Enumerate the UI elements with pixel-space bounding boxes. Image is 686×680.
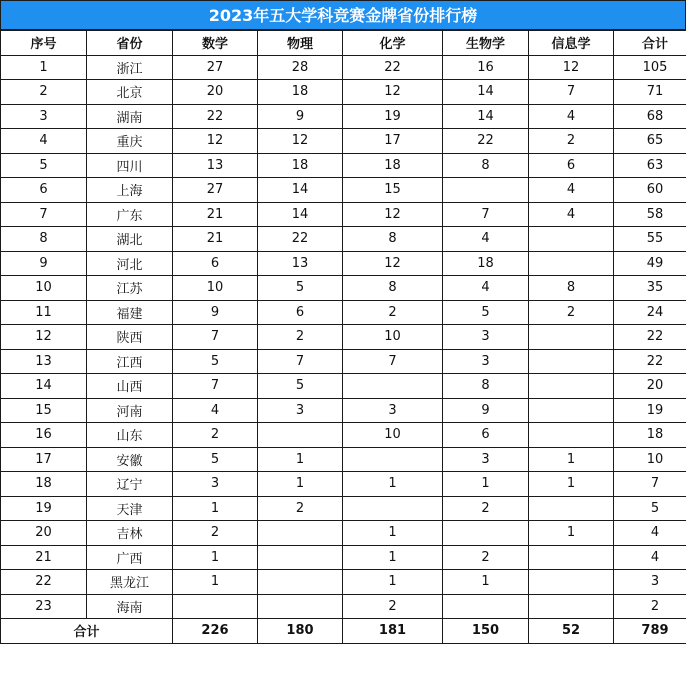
total-cell[interactable]: 226 <box>173 619 258 644</box>
table-cell[interactable]: 4 <box>173 398 258 423</box>
table-cell[interactable]: 13 <box>173 153 258 178</box>
table-cell[interactable]: 18 <box>614 423 686 448</box>
table-cell[interactable]: 18 <box>343 153 443 178</box>
table-cell[interactable] <box>529 325 614 350</box>
table-cell[interactable]: 浙江 <box>87 55 173 80</box>
table-cell[interactable]: 4 <box>443 227 529 252</box>
table-cell[interactable]: 22 <box>614 349 686 374</box>
table-cell[interactable]: 5 <box>614 496 686 521</box>
table-cell[interactable]: 1 <box>529 521 614 546</box>
table-cell[interactable] <box>443 594 529 619</box>
table-cell[interactable]: 21 <box>1 545 87 570</box>
table-cell[interactable]: 19 <box>343 104 443 129</box>
total-cell[interactable]: 181 <box>343 619 443 644</box>
table-cell[interactable]: 4 <box>614 545 686 570</box>
table-cell[interactable]: 22 <box>1 570 87 595</box>
table-row <box>1 202 686 227</box>
table-cell[interactable] <box>529 570 614 595</box>
table-cell[interactable] <box>443 178 529 203</box>
table-cell[interactable]: 河北 <box>87 251 173 276</box>
column-header[interactable]: 物理 <box>258 31 343 56</box>
table-row <box>1 276 686 301</box>
table-cell[interactable]: 3 <box>258 398 343 423</box>
table-cell[interactable] <box>173 594 258 619</box>
table-cell[interactable] <box>258 594 343 619</box>
table-cell[interactable]: 10 <box>173 276 258 301</box>
table-cell[interactable]: 福建 <box>87 300 173 325</box>
table-cell[interactable]: 18 <box>443 251 529 276</box>
table-cell[interactable]: 21 <box>173 202 258 227</box>
table-row <box>1 300 686 325</box>
table-cell[interactable]: 1 <box>173 570 258 595</box>
table-cell[interactable]: 35 <box>614 276 686 301</box>
total-label[interactable]: 合计 <box>1 619 173 644</box>
table-cell[interactable]: 5 <box>173 349 258 374</box>
table-cell[interactable] <box>529 349 614 374</box>
table-cell[interactable] <box>258 423 343 448</box>
table-cell[interactable]: 4 <box>529 178 614 203</box>
table-cell[interactable]: 2 <box>443 496 529 521</box>
table-body <box>1 55 686 619</box>
table-cell[interactable]: 24 <box>614 300 686 325</box>
table-cell[interactable]: 河南 <box>87 398 173 423</box>
table-cell[interactable]: 18 <box>1 472 87 497</box>
table-cell[interactable]: 北京 <box>87 80 173 105</box>
table-cell[interactable]: 12 <box>173 129 258 154</box>
table-cell[interactable]: 20 <box>1 521 87 546</box>
table-cell[interactable]: 20 <box>614 374 686 399</box>
medal-table <box>0 30 686 644</box>
table-cell[interactable]: 20 <box>173 80 258 105</box>
table-cell[interactable]: 60 <box>614 178 686 203</box>
table-cell[interactable] <box>343 447 443 472</box>
table-cell[interactable]: 2 <box>173 423 258 448</box>
table-cell[interactable]: 1 <box>343 545 443 570</box>
table-row <box>1 374 686 399</box>
table-cell[interactable]: 105 <box>614 55 686 80</box>
table-cell[interactable] <box>258 570 343 595</box>
column-header[interactable]: 省份 <box>87 31 173 56</box>
table-cell[interactable]: 19 <box>614 398 686 423</box>
table-cell[interactable]: 1 <box>1 55 87 80</box>
table-cell[interactable]: 3 <box>343 398 443 423</box>
table-row <box>1 153 686 178</box>
table-cell[interactable]: 吉林 <box>87 521 173 546</box>
table-cell[interactable]: 山东 <box>87 423 173 448</box>
table-row <box>1 104 686 129</box>
table-cell[interactable]: 14 <box>443 80 529 105</box>
table-cell[interactable]: 3 <box>443 447 529 472</box>
table-cell[interactable] <box>343 374 443 399</box>
table-cell[interactable] <box>529 423 614 448</box>
table-row <box>1 423 686 448</box>
table-cell[interactable]: 13 <box>258 251 343 276</box>
table-cell[interactable]: 12 <box>258 129 343 154</box>
table-row <box>1 545 686 570</box>
table-cell[interactable]: 7 <box>258 349 343 374</box>
table-cell[interactable]: 2 <box>443 545 529 570</box>
table-row <box>1 472 686 497</box>
total-cell[interactable]: 52 <box>529 619 614 644</box>
table-cell[interactable]: 68 <box>614 104 686 129</box>
table-cell[interactable]: 1 <box>173 545 258 570</box>
table-row <box>1 570 686 595</box>
table-row <box>1 80 686 105</box>
table-cell[interactable]: 1 <box>258 447 343 472</box>
table-cell[interactable]: 9 <box>258 104 343 129</box>
table-cell[interactable]: 22 <box>258 227 343 252</box>
table-cell[interactable]: 4 <box>529 104 614 129</box>
table-cell[interactable]: 8 <box>343 276 443 301</box>
table-cell[interactable] <box>529 398 614 423</box>
table-cell[interactable]: 4 <box>1 129 87 154</box>
table-cell[interactable]: 8 <box>443 153 529 178</box>
table-cell[interactable]: 16 <box>1 423 87 448</box>
table-cell[interactable]: 4 <box>529 202 614 227</box>
table-cell[interactable]: 7 <box>343 349 443 374</box>
table-cell[interactable]: 15 <box>1 398 87 423</box>
table-cell[interactable]: 22 <box>173 104 258 129</box>
table-title: 2023年五大学科竞赛金牌省份排行榜 <box>0 0 686 30</box>
table-cell[interactable]: 8 <box>343 227 443 252</box>
table-cell[interactable]: 天津 <box>87 496 173 521</box>
table-cell[interactable]: 23 <box>1 594 87 619</box>
table-cell[interactable]: 19 <box>1 496 87 521</box>
table-cell[interactable]: 安徽 <box>87 447 173 472</box>
table-cell[interactable]: 49 <box>614 251 686 276</box>
table-cell[interactable] <box>529 227 614 252</box>
table-cell[interactable]: 22 <box>343 55 443 80</box>
table-cell[interactable]: 3 <box>614 570 686 595</box>
total-cell[interactable]: 180 <box>258 619 343 644</box>
table-cell[interactable]: 22 <box>443 129 529 154</box>
table-cell[interactable] <box>258 521 343 546</box>
table-cell[interactable]: 1 <box>343 521 443 546</box>
table-cell[interactable]: 江苏 <box>87 276 173 301</box>
table-cell[interactable] <box>443 521 529 546</box>
table-cell[interactable]: 27 <box>173 178 258 203</box>
table-cell[interactable]: 3 <box>1 104 87 129</box>
table-cell[interactable]: 1 <box>343 472 443 497</box>
table-cell[interactable]: 11 <box>1 300 87 325</box>
table-row <box>1 178 686 203</box>
table-cell[interactable]: 22 <box>614 325 686 350</box>
table-cell[interactable] <box>529 251 614 276</box>
table-row <box>1 55 686 80</box>
header-row <box>1 31 686 56</box>
table-cell[interactable]: 12 <box>529 55 614 80</box>
column-header[interactable]: 信息学 <box>529 31 614 56</box>
table-cell[interactable]: 17 <box>1 447 87 472</box>
table-row <box>1 594 686 619</box>
table-cell[interactable]: 8 <box>443 374 529 399</box>
table-cell[interactable]: 8 <box>1 227 87 252</box>
table-cell[interactable]: 2 <box>529 300 614 325</box>
table-cell[interactable]: 55 <box>614 227 686 252</box>
table-cell[interactable]: 1 <box>443 472 529 497</box>
table-cell[interactable]: 辽宁 <box>87 472 173 497</box>
table-cell[interactable]: 江西 <box>87 349 173 374</box>
table-cell[interactable]: 湖南 <box>87 104 173 129</box>
table-cell[interactable]: 14 <box>258 202 343 227</box>
table-cell[interactable]: 27 <box>173 55 258 80</box>
table-cell[interactable]: 7 <box>173 325 258 350</box>
table-cell[interactable]: 16 <box>443 55 529 80</box>
table-cell[interactable] <box>343 496 443 521</box>
table-cell[interactable]: 广东 <box>87 202 173 227</box>
table-cell[interactable]: 2 <box>529 129 614 154</box>
table-cell[interactable]: 2 <box>173 521 258 546</box>
table-cell[interactable]: 17 <box>343 129 443 154</box>
table-cell[interactable]: 13 <box>1 349 87 374</box>
table-cell[interactable]: 6 <box>258 300 343 325</box>
table-cell[interactable]: 3 <box>443 325 529 350</box>
total-cell[interactable]: 789 <box>614 619 686 644</box>
table-cell[interactable]: 1 <box>443 570 529 595</box>
total-cell[interactable]: 150 <box>443 619 529 644</box>
table-cell[interactable]: 15 <box>343 178 443 203</box>
table-cell[interactable]: 山西 <box>87 374 173 399</box>
table-cell[interactable]: 2 <box>258 325 343 350</box>
table-cell[interactable] <box>529 496 614 521</box>
table-cell[interactable]: 12 <box>343 202 443 227</box>
table-cell[interactable]: 14 <box>1 374 87 399</box>
table-cell[interactable]: 陕西 <box>87 325 173 350</box>
table-cell[interactable]: 3 <box>173 472 258 497</box>
table-cell[interactable]: 7 <box>529 80 614 105</box>
table-cell[interactable]: 5 <box>443 300 529 325</box>
table-cell[interactable]: 1 <box>343 570 443 595</box>
table-cell[interactable]: 18 <box>258 153 343 178</box>
table-cell[interactable]: 广西 <box>87 545 173 570</box>
column-header[interactable]: 数学 <box>173 31 258 56</box>
table-cell[interactable] <box>529 374 614 399</box>
table-cell[interactable]: 1 <box>258 472 343 497</box>
table-cell[interactable]: 湖北 <box>87 227 173 252</box>
table-cell[interactable]: 6 <box>529 153 614 178</box>
table-cell[interactable]: 14 <box>258 178 343 203</box>
table-row <box>1 447 686 472</box>
table-cell[interactable]: 2 <box>343 594 443 619</box>
table-cell[interactable]: 10 <box>1 276 87 301</box>
table-cell[interactable]: 12 <box>343 80 443 105</box>
table-cell[interactable]: 海南 <box>87 594 173 619</box>
table-cell[interactable]: 58 <box>614 202 686 227</box>
total-row <box>1 619 686 644</box>
table-cell[interactable]: 7 <box>443 202 529 227</box>
table-cell[interactable]: 71 <box>614 80 686 105</box>
table-cell[interactable]: 18 <box>258 80 343 105</box>
table-cell[interactable]: 6 <box>1 178 87 203</box>
column-header[interactable]: 生物学 <box>443 31 529 56</box>
table-row <box>1 251 686 276</box>
table-cell[interactable]: 2 <box>343 300 443 325</box>
table-cell[interactable] <box>258 545 343 570</box>
table-cell[interactable]: 12 <box>343 251 443 276</box>
table-cell[interactable]: 7 <box>1 202 87 227</box>
table-cell[interactable]: 5 <box>1 153 87 178</box>
table-cell[interactable]: 9 <box>443 398 529 423</box>
table-cell[interactable]: 12 <box>1 325 87 350</box>
table-cell[interactable]: 10 <box>614 447 686 472</box>
column-header[interactable]: 序号 <box>1 31 87 56</box>
table-cell[interactable]: 8 <box>529 276 614 301</box>
table-cell[interactable]: 3 <box>443 349 529 374</box>
table-cell[interactable]: 14 <box>443 104 529 129</box>
table-cell[interactable]: 2 <box>614 594 686 619</box>
table-cell[interactable]: 5 <box>258 374 343 399</box>
table-cell[interactable]: 6 <box>443 423 529 448</box>
table-cell[interactable]: 1 <box>173 496 258 521</box>
table-cell[interactable]: 2 <box>258 496 343 521</box>
column-header[interactable]: 合计 <box>614 31 686 56</box>
table-cell[interactable]: 6 <box>173 251 258 276</box>
table-cell[interactable] <box>529 594 614 619</box>
table-cell[interactable]: 重庆 <box>87 129 173 154</box>
table-cell[interactable]: 黑龙江 <box>87 570 173 595</box>
table-cell[interactable]: 9 <box>1 251 87 276</box>
table-cell[interactable]: 10 <box>343 325 443 350</box>
table-row <box>1 129 686 154</box>
table-row <box>1 398 686 423</box>
table-row <box>1 521 686 546</box>
table-cell[interactable]: 4 <box>443 276 529 301</box>
table-cell[interactable] <box>529 545 614 570</box>
table-cell[interactable]: 4 <box>614 521 686 546</box>
table-cell[interactable]: 上海 <box>87 178 173 203</box>
table-row <box>1 349 686 374</box>
table-row <box>1 227 686 252</box>
table-cell[interactable]: 65 <box>614 129 686 154</box>
table-row <box>1 496 686 521</box>
table-cell[interactable]: 10 <box>343 423 443 448</box>
table-cell[interactable]: 5 <box>173 447 258 472</box>
table-cell[interactable]: 7 <box>173 374 258 399</box>
table-cell[interactable]: 28 <box>258 55 343 80</box>
table-cell[interactable]: 7 <box>614 472 686 497</box>
table-cell[interactable]: 四川 <box>87 153 173 178</box>
column-header[interactable]: 化学 <box>343 31 443 56</box>
table-cell[interactable]: 1 <box>529 447 614 472</box>
table-cell[interactable]: 1 <box>529 472 614 497</box>
table-cell[interactable]: 63 <box>614 153 686 178</box>
table-row <box>1 325 686 350</box>
table-cell[interactable]: 2 <box>1 80 87 105</box>
table-cell[interactable]: 5 <box>258 276 343 301</box>
table-cell[interactable]: 21 <box>173 227 258 252</box>
table-cell[interactable]: 9 <box>173 300 258 325</box>
